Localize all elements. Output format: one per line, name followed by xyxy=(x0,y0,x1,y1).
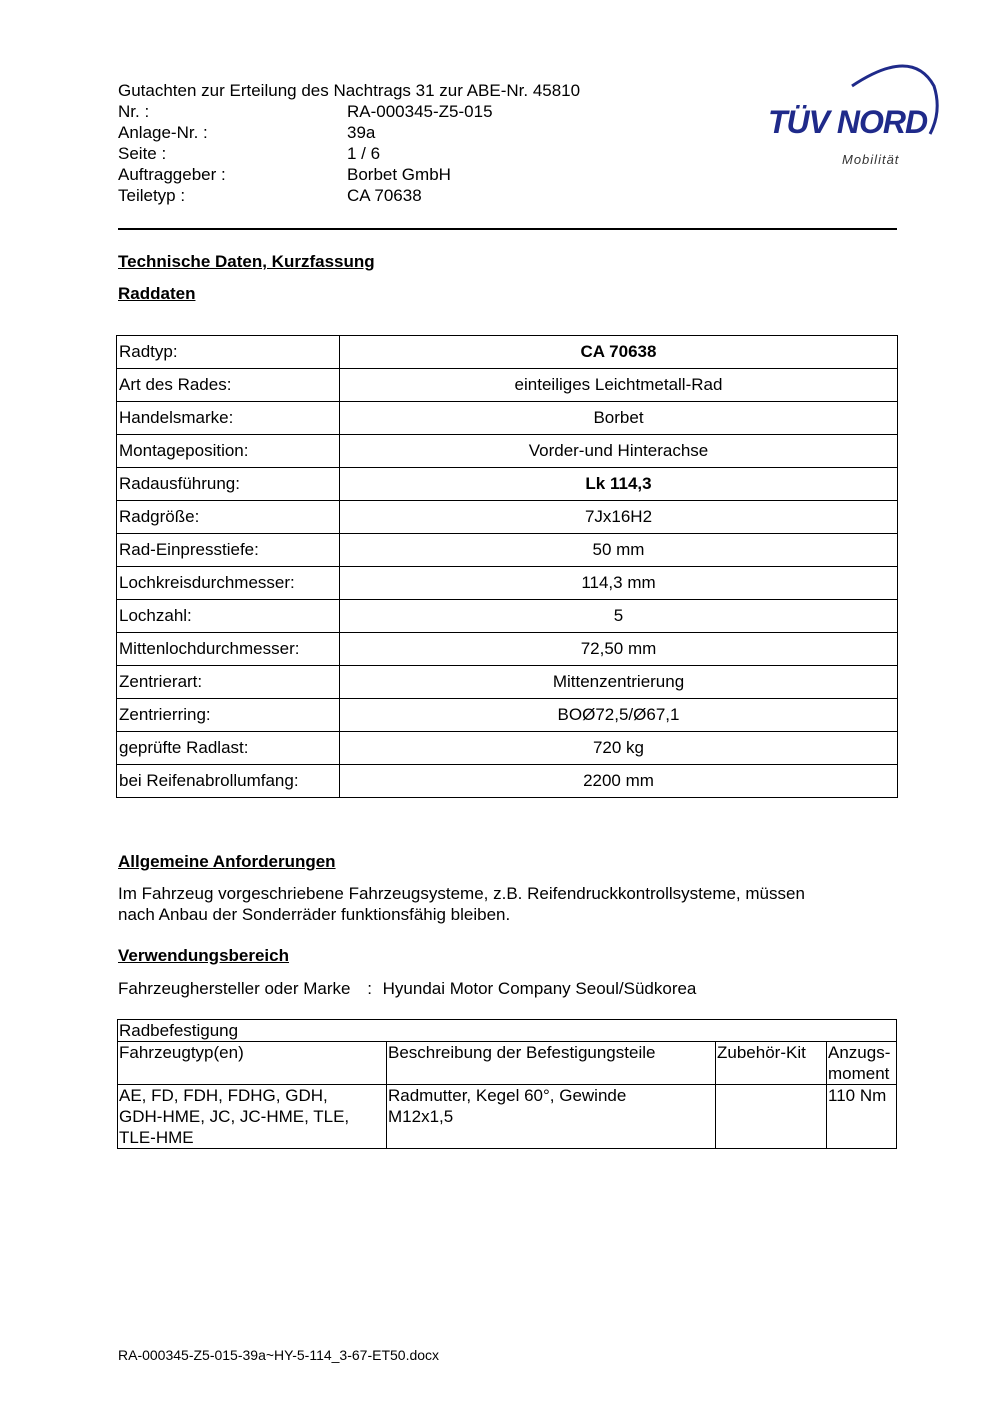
wheel-label: geprüfte Radlast: xyxy=(117,732,340,765)
section-heading-raddaten: Raddaten xyxy=(118,284,196,303)
wheel-value: 720 kg xyxy=(340,732,898,765)
header-title: Gutachten zur Erteilung des Nachtrags 31 zur ABE-Nr. 45810 xyxy=(118,81,581,100)
wheel-value: 5 xyxy=(340,600,898,633)
table-row xyxy=(118,1085,897,1149)
table-row xyxy=(118,1042,897,1085)
wheel-value: einteiliges Leichtmetall-Rad xyxy=(340,369,898,402)
fix-types-line: GDH-HME, JC, JC-HME, TLE, xyxy=(119,1107,350,1126)
fix-cell-kit xyxy=(716,1085,827,1149)
table-row xyxy=(118,1020,897,1042)
fix-header-torque-line: moment xyxy=(828,1064,890,1083)
header-value: 39a xyxy=(347,123,376,142)
fix-header-torque xyxy=(827,1042,897,1085)
header-value: 1 / 6 xyxy=(347,144,381,163)
fix-desc-line: M12x1,5 xyxy=(388,1107,454,1126)
header-row-auftraggeber xyxy=(118,164,580,185)
table-row xyxy=(117,600,898,633)
wheel-value: Borbet xyxy=(340,402,898,435)
wheel-data-table xyxy=(116,335,898,798)
wheel-value: 2200 mm xyxy=(340,765,898,798)
header-row-seite xyxy=(118,143,580,164)
header-label: Auftraggeber : xyxy=(118,165,226,184)
allgemein-paragraph xyxy=(118,883,898,925)
table-row xyxy=(117,699,898,732)
table-row xyxy=(117,567,898,600)
section-heading-verwendung: Verwendungsbereich xyxy=(118,946,289,965)
wheel-label: Zentrierart: xyxy=(117,666,340,699)
logo-subtitle: Mobilität xyxy=(842,152,900,167)
header-row-nr xyxy=(118,101,580,122)
header-value: RA-000345-Z5-015 xyxy=(347,102,493,121)
fix-header-desc: Beschreibung der Befestigungsteile xyxy=(387,1042,716,1085)
hersteller-line xyxy=(118,978,898,999)
table-row xyxy=(117,402,898,435)
header-row-anlage xyxy=(118,122,580,143)
wheel-value: BOØ72,5/Ø67,1 xyxy=(340,699,898,732)
fix-cell-torque: 110 Nm xyxy=(827,1085,897,1149)
wheel-label: Radgröße: xyxy=(117,501,340,534)
header-value: Borbet GmbH xyxy=(347,165,451,184)
header-label: Nr. : xyxy=(118,102,150,121)
table-row xyxy=(117,369,898,402)
wheel-value: 114,3 mm xyxy=(340,567,898,600)
wheel-label: Lochkreisdurchmesser: xyxy=(117,567,340,600)
wheel-value: Mittenzentrierung xyxy=(340,666,898,699)
radbefestigung-table xyxy=(117,1019,897,1149)
header-label: Anlage-Nr. : xyxy=(118,123,208,142)
table-row xyxy=(117,765,898,798)
wheel-value: 72,50 mm xyxy=(340,633,898,666)
table-row xyxy=(117,732,898,765)
wheel-label: Lochzahl: xyxy=(117,600,340,633)
wheel-label: Radtyp: xyxy=(117,336,340,369)
tuv-nord-logo xyxy=(762,56,942,176)
hersteller-value: Hyundai Motor Company Seoul/Südkorea xyxy=(382,979,697,998)
fix-header-torque-line: Anzugs- xyxy=(828,1043,891,1062)
header-label: Teiletyp : xyxy=(118,186,186,205)
fix-cell-desc xyxy=(387,1085,716,1149)
hersteller-label: Fahrzeughersteller oder Marke xyxy=(118,979,351,998)
table-row xyxy=(117,666,898,699)
section-heading-allgemein: Allgemeine Anforderungen xyxy=(118,852,336,871)
fix-types-line: TLE-HME xyxy=(119,1128,194,1147)
fix-header-types: Fahrzeugtyp(en) xyxy=(118,1042,387,1085)
fix-desc-line: Radmutter, Kegel 60°, Gewinde xyxy=(388,1086,627,1105)
fix-header-kit: Zubehör-Kit xyxy=(716,1042,827,1085)
fix-cell-types xyxy=(118,1085,387,1149)
table-row xyxy=(117,435,898,468)
hersteller-separator: : xyxy=(367,979,372,998)
wheel-label: Radausführung: xyxy=(117,468,340,501)
table-row xyxy=(117,633,898,666)
wheel-value: Vorder-und Hinterachse xyxy=(340,435,898,468)
wheel-label: Art des Rades: xyxy=(117,369,340,402)
table-row xyxy=(117,534,898,567)
wheel-label: Zentrierring: xyxy=(117,699,340,732)
table-row xyxy=(117,468,898,501)
logo-wordmark: TÜV NORD xyxy=(768,104,928,140)
wheel-label: Montageposition: xyxy=(117,435,340,468)
wheel-label: Mittenlochdurchmesser: xyxy=(117,633,340,666)
wheel-label: bei Reifenabrollumfang: xyxy=(117,765,340,798)
header-divider xyxy=(118,228,897,230)
table-row xyxy=(117,336,898,369)
wheel-label: Handelsmarke: xyxy=(117,402,340,435)
footer-filename: RA-000345-Z5-015-39a~HY-5-114_3-67-ET50.docx xyxy=(118,1347,440,1363)
wheel-value: 50 mm xyxy=(340,534,898,567)
wheel-value: Lk 114,3 xyxy=(340,468,898,501)
wheel-value: 7Jx16H2 xyxy=(340,501,898,534)
table-row xyxy=(117,501,898,534)
header-label: Seite : xyxy=(118,144,167,163)
fix-table-title: Radbefestigung xyxy=(118,1020,897,1042)
document-header xyxy=(118,80,580,206)
section-heading-tech: Technische Daten, Kurzfassung xyxy=(118,252,375,271)
fix-types-line: AE, FD, FDH, FDHG, GDH, xyxy=(119,1086,328,1105)
allgemein-line: Im Fahrzeug vorgeschriebene Fahrzeugsysteme, z.B. Reifendruckkontrollsysteme, müssen xyxy=(118,884,805,903)
allgemein-line: nach Anbau der Sonderräder funktionsfähig bleiben. xyxy=(118,905,511,924)
wheel-label: Rad-Einpresstiefe: xyxy=(117,534,340,567)
header-value: CA 70638 xyxy=(347,186,422,205)
wheel-value: CA 70638 xyxy=(340,336,898,369)
header-row-teiletyp xyxy=(118,185,580,206)
